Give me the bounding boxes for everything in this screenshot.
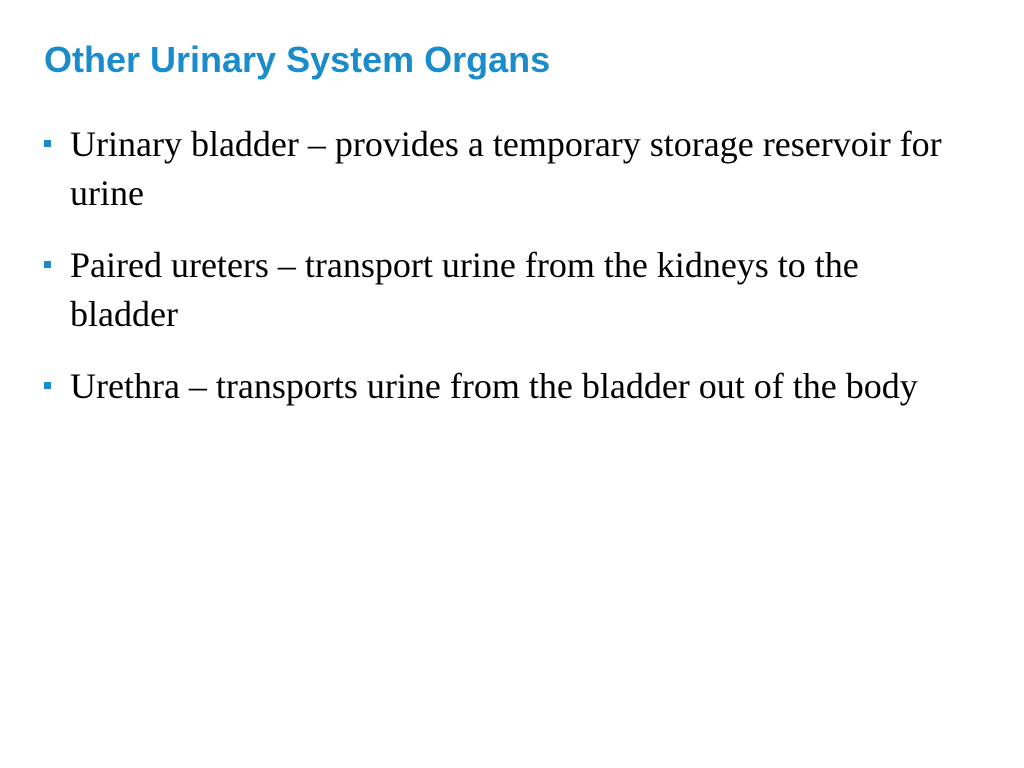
bullet-list: [40, 120, 960, 434]
bullet-text: Urinary bladder – provides a temporary storage reservoir for urine: [70, 124, 942, 213]
bullet-text: Urethra – transports urine from the bladder out of the body: [70, 366, 918, 406]
square-bullet-icon: [44, 382, 51, 389]
bullet-text: Paired ureters – transport urine from the kidneys to the bladder: [70, 245, 859, 334]
square-bullet-icon: [44, 140, 51, 147]
bullet-item: [40, 362, 960, 411]
bullet-item: [40, 241, 960, 339]
slide-title: Other Urinary System Organs: [44, 39, 551, 80]
bullet-item: [40, 120, 960, 218]
square-bullet-icon: [44, 261, 51, 268]
